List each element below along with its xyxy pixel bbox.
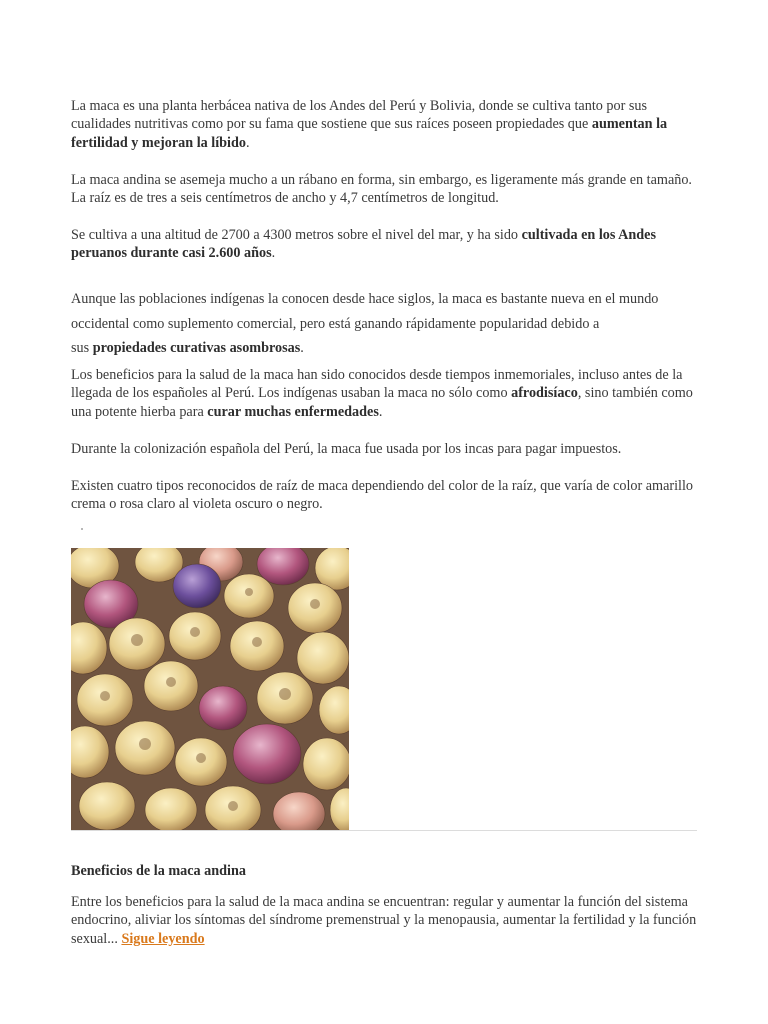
paragraph-popularity-prefix: sus [71,340,93,356]
paragraph-intro [71,97,701,152]
paragraph-appearance: La maca andina se asemeja mucho a un rábano en forma, sin embargo, es ligeramente más grande en tamaño. La raíz es de tres a seis centímetros de ancho y 4,7 centímetros de longitud. [71,172,692,207]
paragraph-history-end: . [378,403,383,420]
read-more-link[interactable]: Sigue leyendo [121,930,205,947]
paragraph-popularity-text: Aunque las poblaciones indígenas la conocen desde hace siglos, la maca es bastante nueva en el mundo occidental como suplemento comercial, pero está ganando rápidamente popularidad debido a [71,291,659,332]
paragraph-colonization: Durante la colonización española del Perú, la maca fue usada por los incas para pagar impuestos. [71,441,622,457]
paragraph-history-mid: , sino también como una potente hierba para [71,385,693,420]
paragraph-altitude-bold: cultivada en los Andes peruanos durante casi 2.600 años [71,227,656,262]
paragraph-altitude-text: Se cultiva a una altitud de 2700 a 4300 metros sobre el nivel del mar, y ha sido [71,227,522,243]
section-divider [71,830,697,831]
paragraph-history-bold-2: curar muchas enfermedades [207,403,379,420]
paragraph-intro-bold: aumentan la fertilidad y mejoran la líbido [71,116,668,151]
section-heading: Beneficios de la maca andina [71,863,246,879]
paragraph-benefits [71,893,701,948]
paragraph-intro-end: . [245,134,250,151]
paragraph-popularity-end: . [300,340,304,356]
paragraph-history-bold-1: afrodisíaco [511,385,578,402]
paragraph-altitude [71,226,701,263]
image-caption-dot [81,528,83,530]
paragraph-history [71,366,701,421]
paragraph-intro-text: La maca es una planta herbácea nativa de los Andes del Perú y Bolivia, donde se cultiva tanto por sus cualidades nutritivas como por su fama que sostiene que sus raíces poseen propiedades que [71,98,647,133]
maca-roots-photo [71,548,349,830]
paragraph-popularity-bold: propiedades curativas asombrosas [92,340,301,356]
paragraph-types: Existen cuatro tipos reconocidos de raíz de maca dependiendo del color de la raíz, que varía de color amarillo crema o rosa claro al violeta oscuro o negro. [71,478,694,513]
paragraph-altitude-end: . [271,245,276,262]
paragraph-popularity [71,287,701,361]
paragraph-benefits-text: Entre los beneficios para la salud de la maca andina se encuentran: regular y aumentar la función del sistema endocrino, aliviar los síntomas del síndrome premenstrual y la menopausia, aumentar la fertilidad y la función sexual... [71,894,697,947]
paragraph-history-text: Los beneficios para la salud de la maca han sido conocidos desde tiempos inmemoriales, incluso antes de la llegada de los españoles al Perú. Los indígenas usaban la maca no sólo como [71,367,683,402]
